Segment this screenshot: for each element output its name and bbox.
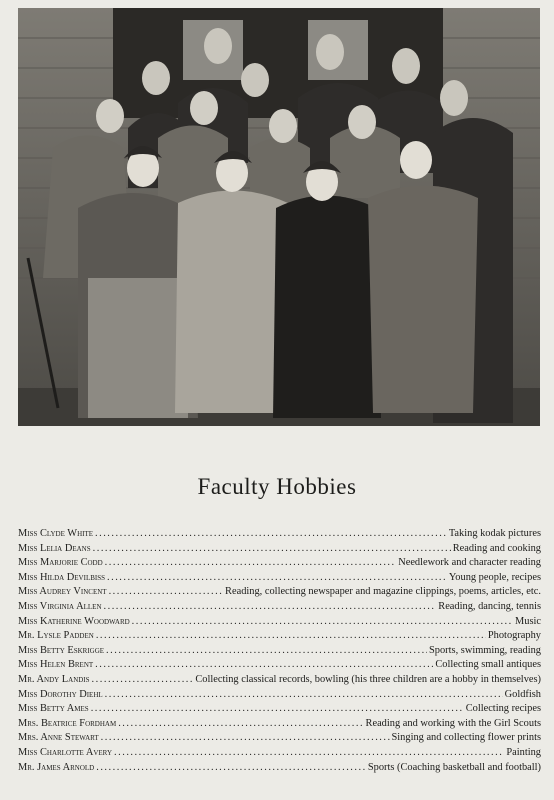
list-item	[18, 702, 541, 717]
faculty-name: Miss Audrey Vincent	[18, 586, 107, 598]
hobby-text: Collecting classical records, bowling (his three children are a hobby in themselves)	[195, 673, 541, 685]
leader-dots	[107, 571, 447, 586]
hobby-text: Reading and working with the Girl Scouts	[365, 717, 541, 729]
list-item	[18, 746, 541, 761]
faculty-name: Mrs. Anne Stewart	[18, 732, 99, 744]
hobby-text: Singing and collecting flower prints	[391, 732, 541, 744]
list-item	[18, 556, 541, 571]
list-item	[18, 658, 541, 673]
leader-dots	[95, 658, 433, 673]
list-item	[18, 527, 541, 542]
hobby-text: Sports (Coaching basketball and football)	[367, 761, 541, 773]
list-item	[18, 673, 541, 688]
hobby-text: Collecting recipes	[465, 703, 541, 715]
leader-dots	[118, 717, 363, 732]
leader-dots	[132, 615, 513, 630]
leader-dots	[109, 585, 223, 600]
leader-dots	[101, 731, 390, 746]
leader-dots	[96, 761, 366, 776]
hobby-list	[18, 527, 541, 775]
faculty-name: Miss Virginia Allen	[18, 600, 102, 612]
hobby-text: Goldfish	[504, 688, 541, 700]
hobby-text: Reading and cooking	[452, 542, 541, 554]
faculty-name: Miss Charlotte Avery	[18, 746, 113, 758]
list-item	[18, 600, 541, 615]
group-photo-icon	[18, 8, 540, 426]
faculty-name: Miss Katherine Woodward	[18, 615, 130, 627]
faculty-name: Mrs. Beatrice Fordham	[18, 717, 117, 729]
hobby-text: Painting	[506, 746, 541, 758]
leader-dots	[106, 644, 427, 659]
hobby-text: Photography	[487, 630, 541, 642]
faculty-name: Mr. Andy Landis	[18, 673, 90, 685]
faculty-group-photo	[18, 8, 540, 426]
leader-dots	[114, 746, 504, 761]
list-item	[18, 761, 541, 776]
hobby-text: Music	[515, 615, 541, 627]
list-item	[18, 542, 541, 557]
leader-dots	[93, 542, 451, 557]
faculty-name: Miss Betty Ames	[18, 703, 89, 715]
list-item	[18, 688, 541, 703]
faculty-name: Miss Clyde White	[18, 528, 94, 539]
hobby-text: Reading, dancing, tennis	[438, 600, 541, 612]
list-item	[18, 615, 541, 630]
hobby-text: Sports, swimming, reading	[429, 644, 541, 656]
hobby-text: Collecting small antiques	[435, 659, 541, 671]
hobby-text: Needlework and character reading	[398, 557, 541, 569]
faculty-name: Mr. James Arnold	[18, 761, 95, 773]
leader-dots	[105, 556, 397, 571]
page-title: Faculty Hobbies	[197, 474, 357, 499]
list-item	[18, 644, 541, 659]
leader-dots	[95, 527, 447, 542]
leader-dots	[104, 600, 437, 615]
list-item	[18, 717, 541, 732]
list-item	[18, 571, 541, 586]
faculty-name: Mr. Lysle Padden	[18, 630, 94, 642]
faculty-name: Miss Hilda Devilbiss	[18, 571, 106, 583]
hobby-text: Taking kodak pictures	[448, 528, 541, 539]
faculty-name: Miss Dorothy Diehl	[18, 688, 103, 700]
leader-dots	[92, 673, 194, 688]
hobby-text: Young people, recipes	[448, 571, 541, 583]
list-item	[18, 585, 541, 600]
hobby-text: Reading, collecting newspaper and magazine clippings, poems, articles, etc.	[225, 586, 541, 598]
faculty-name: Miss Lelia Deans	[18, 542, 91, 554]
leader-dots	[96, 629, 486, 644]
leader-dots	[105, 688, 503, 703]
leader-dots	[91, 702, 464, 717]
faculty-name: Miss Betty Eskrigge	[18, 644, 105, 656]
list-item	[18, 731, 541, 746]
faculty-name: Miss Marjorie Codd	[18, 557, 103, 569]
list-item	[18, 629, 541, 644]
faculty-name: Miss Helen Brent	[18, 659, 94, 671]
